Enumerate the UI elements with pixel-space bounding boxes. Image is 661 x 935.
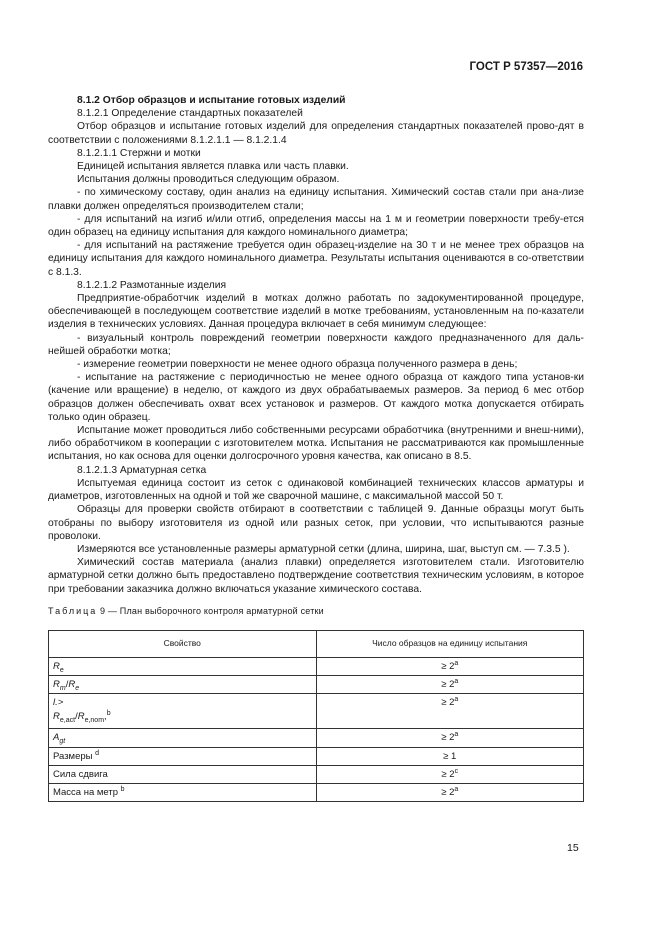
property-cell: Масса на метр $^b$ [49,783,317,801]
table-caption-label: Таблица [48,605,98,616]
document-body [48,94,584,802]
count-cell: ≥ $2^a$ [316,694,584,729]
count-cell: ≥ $2^a$ [316,729,584,747]
paragraph: - визуальный контроль повреждений геометрии поверхности каждого предназначенного для даль-нейшей обработки мотка; [48,332,584,357]
table-caption [48,605,584,618]
table-row [49,657,584,675]
paragraph: 8.1.2.1.3 Арматурная сетка [77,464,207,476]
paragraph: Единицей испытания является плавка или часть плавки. [77,161,349,173]
page-number: 15 [567,842,579,854]
count-cell: ≥ 1 [316,747,584,765]
paragraph: Отбор образцов и испытание готовых изделий для определения стандартных показателей прово-дят в соответствии с положениями 8.1.2.1.1 — 8.1.2.1.4 [48,121,584,146]
table-row [49,765,584,783]
paragraph: - для испытаний на изгиб и/или отгиб, определения массы на 1 м и геометрии поверхности требу-ется один образец на единицу испытания для каждого номинального диаметра; [48,213,584,239]
paragraph: 8.1.2.1.2 Размотанные изделия [77,279,227,291]
column-header-count: Число образцов на единицу испытания [316,630,584,657]
paragraph: Испытания должны проводиться следующим образом. [77,174,340,186]
property-cell: Сила сдвига [49,765,317,783]
count-cell: ≥ $2^a$ [316,783,584,801]
document-code: ГОСТ Р 57357—2016 [469,61,583,73]
paragraph: Испытание может проводиться либо собственными ресурсами обработчика (внутренними и внеш-ними), либо обработчиком в кооперации с изготовителем мотка. Испытания не рассматриваются как промышленные испытания, но как основа для оценки долгосрочного уровня качества, как описано в 8.5. [48,425,584,463]
count-cell: ≥ $2^a$ [316,657,584,675]
table-row [49,783,584,801]
paragraph: 8.1.2.1.1 Стержни и мотки [77,147,201,159]
paragraph: - испытание на растяжение с периодичностью не менее одного образца от каждого типа установ-ки (качение или вращение) в неделю, от каждого из двух обрабатываемых размеров. За период 6 мес отбор образцов должен обеспечивать охват всех установок и размеров. От каждого мотка допускается отбирать только один образец. [48,372,584,423]
sampling-plan-table [48,630,584,802]
paragraph: - для испытаний на растяжение требуется один образец-изделие на 30 т и не менее трех образцов на единицу испытания для каждого номинального диаметра. Результаты испытания оцениваются в со-ответствии с 8.1.3. [48,240,584,278]
table-caption-text: 9 — План выборочного контроля арматурной сетки [100,605,324,616]
table-row [49,676,584,694]
paragraph: Образцы для проверки свойств отбирают в соответствии с таблицей 9. Данные образцы могут быть отобраны по выбору изготовителя из одной или разных сеток, при условии, что испытываются разные проволоки. [48,504,584,542]
table-row [49,747,584,765]
property-cell: Размеры $^d$ [49,747,317,765]
property-cell: $R_m/R_e$ [49,676,317,694]
column-header-property: Свойство [49,630,317,657]
paragraph: - измерение геометрии поверхности не менее одного образца полученного размера в день; [77,359,518,371]
property-cell: l.> $R_{e,act}/R_{e,nom},^b$ [49,694,317,729]
count-cell: ≥ $2^a$ [316,676,584,694]
paragraph: Химический состав материала (анализ плавки) определяется изготовителем стали. Изготовителю арматурной сетки должно быть предоставлено подтверждение соответствия техническим условиям, в которое при требовании заказчика должно включаться указание химического состава. [48,557,584,595]
property-cell: $R_e$ [49,657,317,675]
paragraph: Испытуемая единица состоит из сеток с одинаковой комбинацией технических классов арматуры и диаметров, изготовленных на одной и той же сварочной машине, с максимальной массой 50 т. [48,477,584,503]
table-row [49,694,584,729]
property-cell: $A_{gt}$ [49,729,317,747]
table-row [49,729,584,747]
table-header-row [49,630,584,657]
paragraphs [48,94,584,596]
section-heading: 8.1.2 Отбор образцов и испытание готовых изделий [77,95,346,106]
paragraph: Измеряются все установленные размеры арматурной сетки (длина, ширина, шаг, выступ см. — 7.3.5 ). [77,543,570,555]
paragraph: 8.1.2.1 Определение стандартных показателей [77,108,303,120]
paragraph: Предприятие-обработчик изделий в мотках должно работать по задокументированной процедуре, обеспечивающей в последующем соответствие изделий в мотке требованиям, установленным на по-казатели изделия в технических условиях. Данная процедура включает в себя минимум следующее: [48,293,584,331]
paragraph: - по химическому составу, один анализ на единицу испытания. Химический состав стали при ана-лизе плавки должен определяться производителем стали; [48,187,584,212]
count-cell: ≥ $2^c$ [316,765,584,783]
